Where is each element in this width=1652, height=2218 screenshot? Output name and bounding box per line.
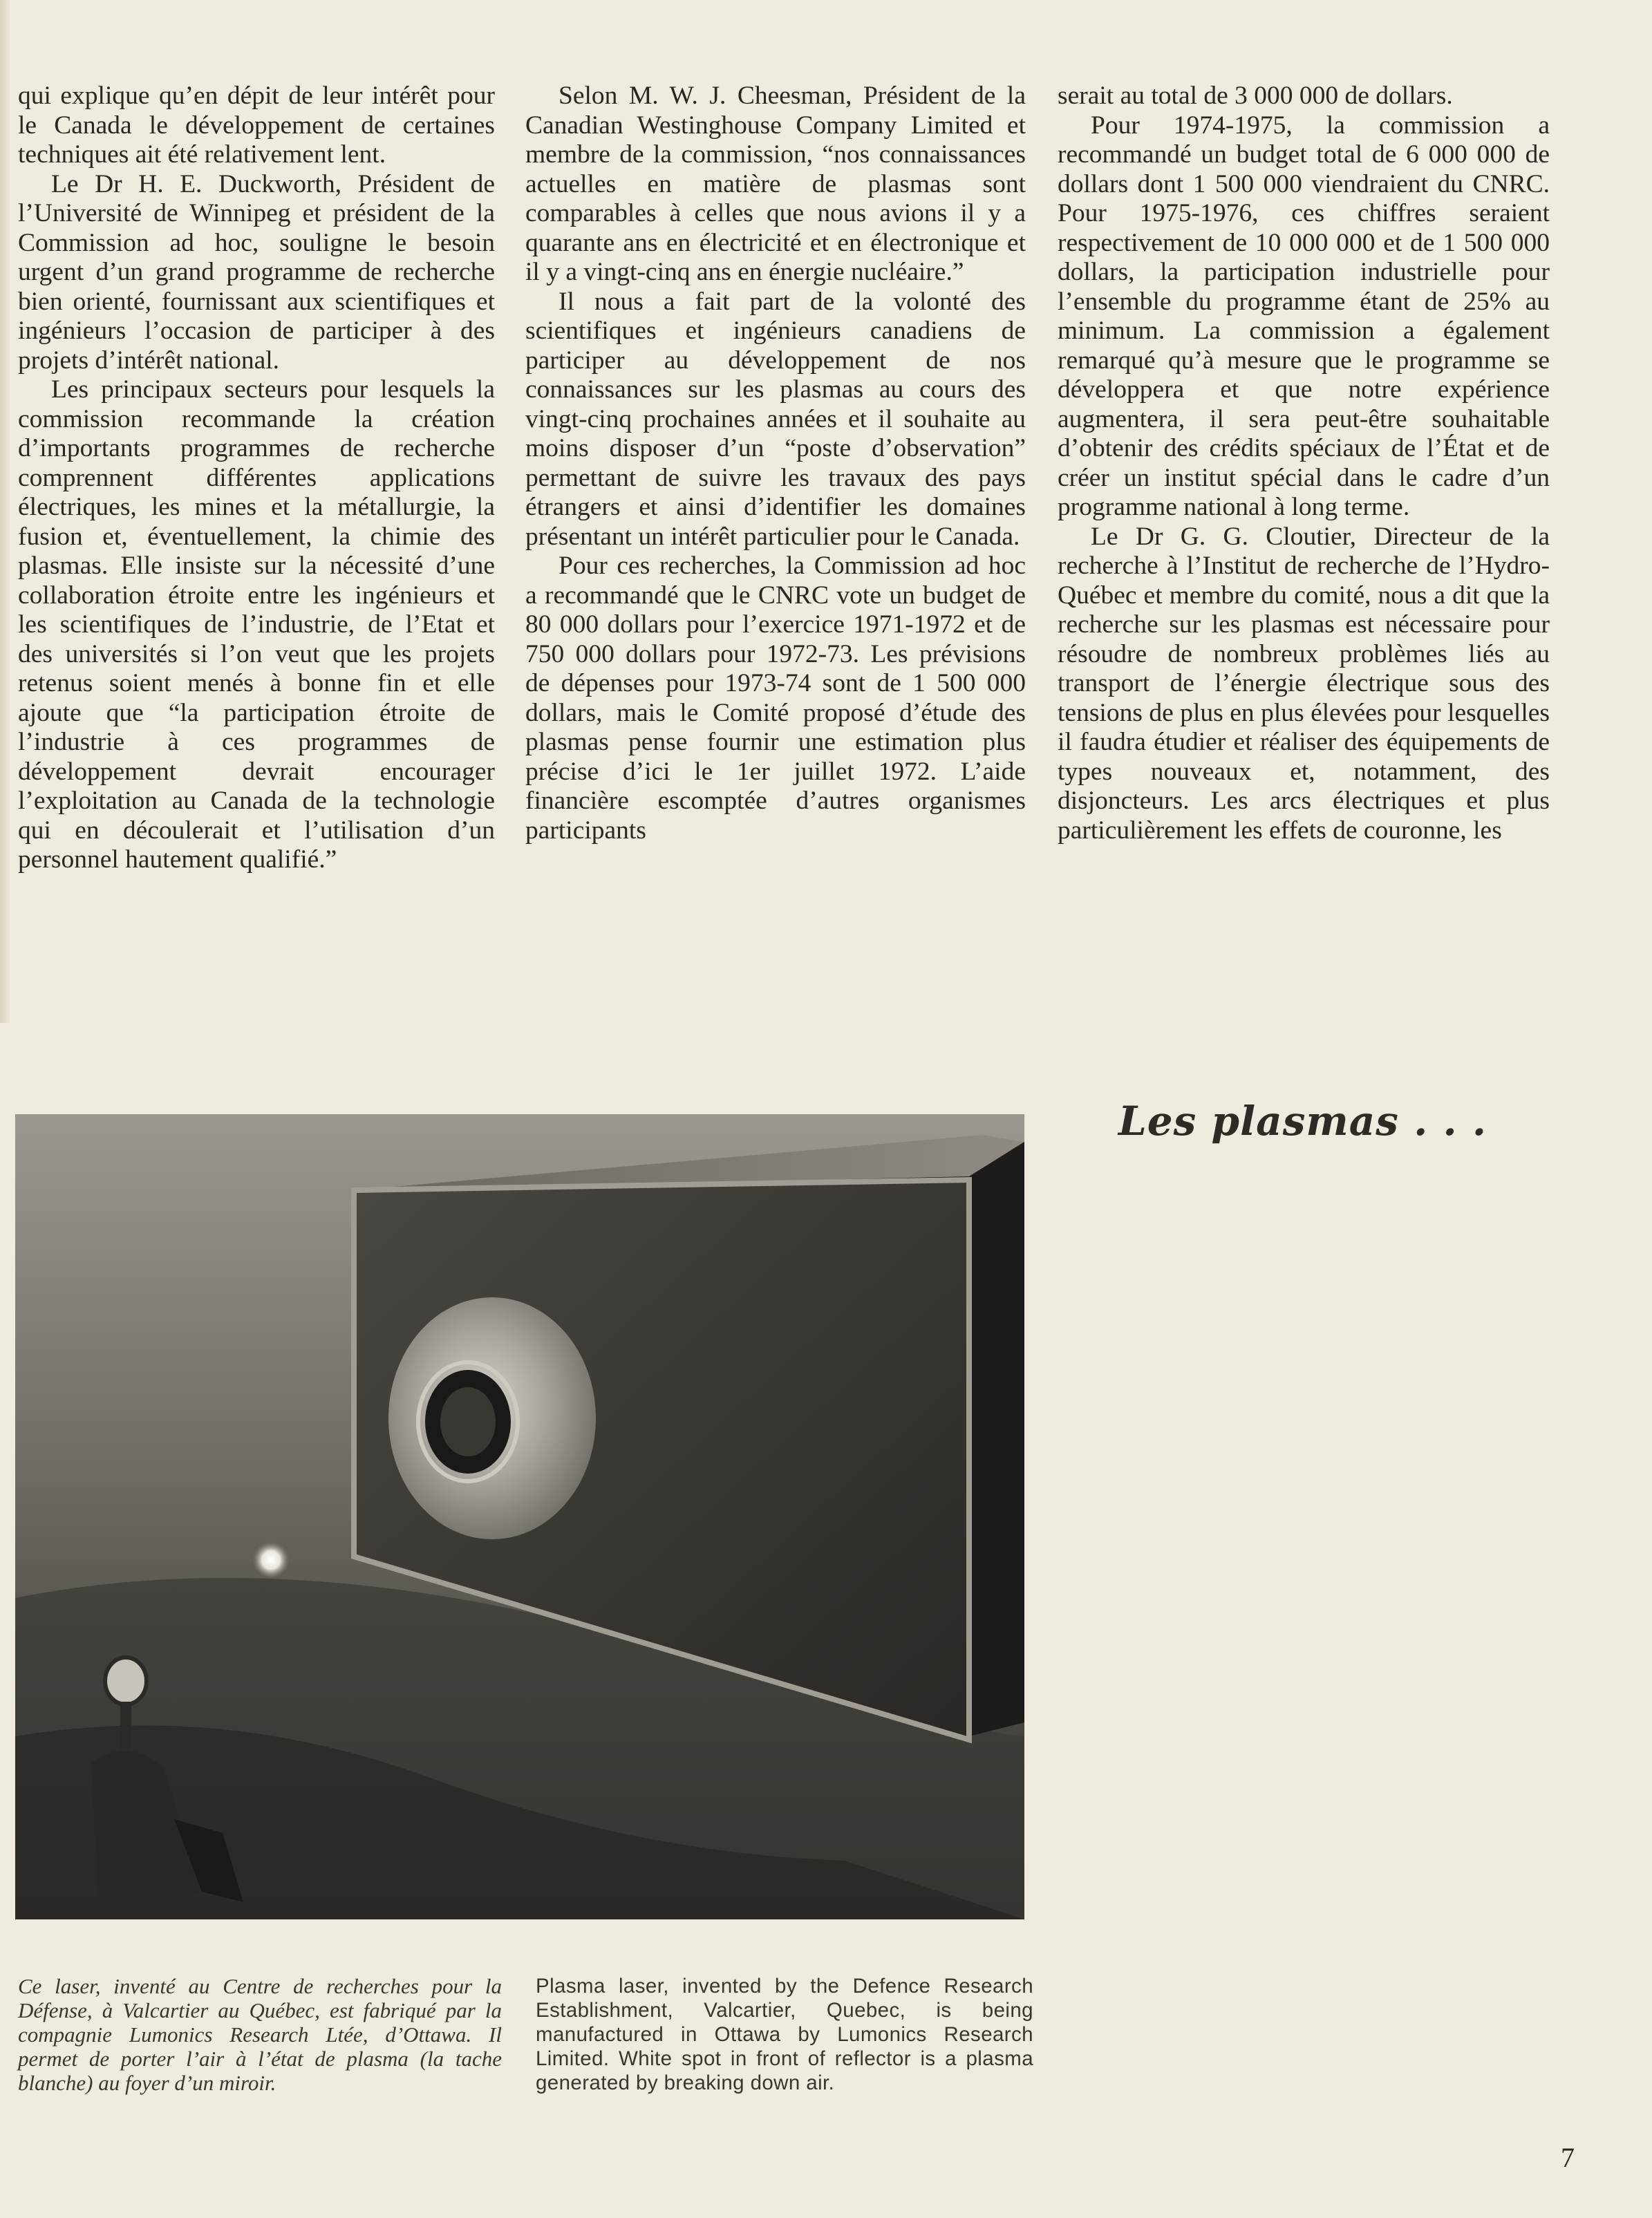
article-column-3 — [1058, 82, 1550, 845]
paragraph: Selon M. W. J. Cheesman, Président de la Canadian Westinghouse Company Limited et membre de la commission, “nos connaissances actuelles en matière de plasmas sont comparables à celles que nous avions il y a quarante ans en électricité et en électronique et il y a vingt-cinq ans en énergie nucléaire.” — [525, 82, 1026, 286]
section-headline: Les plasmas . . . — [1118, 1098, 1487, 1145]
article-column-1 — [18, 82, 495, 875]
paragraph: Pour 1974-1975, la commission a recommandé un budget total de 6 000 000 de dollars dont 1 500 000 viendraient du CNRC. Pour 1975-1976, ces chiffres seraient respectivement de 10 000 000 et de 1 500 000 dollars, la participation industrielle pour l’ensemble du programme étant de 25% au minimum. La commission a également remarqué qu’à mesure que le programme se développera et que notre expérience augmentera, il sera peut-être souhaitable d’obtenir des crédits spéciaux de l’État et de créer un institut spécial dans le cadre d’un programme national à long terme. — [1058, 111, 1550, 521]
caption-english: Plasma laser, invented by the Defence Research Establishment, Valcartier, Quebec, is being manufactured in Ottawa by Lumonics Research Limited. White spot in front of reflector is a plasma generated by breaking down air. — [536, 1975, 1033, 2094]
laser-photograph — [15, 1114, 1024, 1919]
paragraph: Pour ces recherches, la Commission ad hoc a recommandé que le CNRC vote un budget de 80 000 dollars pour l’exercice 1971-1972 et de 750 000 dollars pour 1972-73. Les prévisions de dépenses pour 1973-74 sont de 1 500 000 dollars, mais le Comité proposé d’étude des plasmas pense fournir une estimation plus précise d’ici le 1er juillet 1972. L’aide financière escomptée d’autres organismes participants — [525, 552, 1026, 845]
paragraph: Le Dr G. G. Cloutier, Directeur de la recherche à l’Institut de recherche de l’Hydro-Québec et membre du comité, nous a dit que la recherche sur les plasmas est nécessaire pour résoudre de nombreux problèmes liés au transport de l’énergie électrique sous des tensions de plus en plus élevées pour lesquelles il faudra étudier et réaliser des équipements de types nouveaux et, notamment, des disjoncteurs. Les arcs électriques et plus particulièrement les effets de couronne, les — [1058, 522, 1550, 845]
paragraph: serait au total de 3 000 000 de dollars. — [1058, 82, 1453, 110]
page-number: 7 — [1561, 2142, 1575, 2173]
caption-french: Ce laser, inventé au Centre de recherches pour la Défense, à Valcartier au Québec, est fabriqué par la compagnie Lumonics Research Ltée, d’Ottawa. Il permet de porter l’air à l’état de plasma (la tache blanche) au foyer d’un miroir. — [18, 1974, 502, 2095]
binding-edge — [0, 0, 10, 1023]
paragraph: qui explique qu’en dépit de leur intérêt pour le Canada le développement de certaines techniques ait été relativement lent. — [18, 82, 495, 169]
article-column-2 — [525, 82, 1026, 845]
paragraph: Le Dr H. E. Duckworth, Président de l’Université de Winnipeg et président de la Commission ad hoc, souligne le besoin urgent d’un grand programme de recherche bien orienté, fournissant aux scientifiques et ingénieurs l’occasion de participer à des projets d’intérêt national. — [18, 169, 495, 375]
paragraph: Les principaux secteurs pour lesquels la commission recommande la création d’importants programmes de recherche comprennent différentes applications électriques, les mines et la métallurgie, la fusion et, éventuellement, la chimie des plasmas. Elle insiste sur la nécessité d’une collaboration étroite entre les ingénieurs et les scientifiques de l’industrie, de l’Etat et des universités si l’on veut que les projets retenus soient menés à bonne fin et elle ajoute que “la participation étroite de l’industrie à ces programmes de développement devrait encourager l’exploitation au Canada de la technologie qui en découlerait et l’utilisation d’un personnel hautement qualifié.” — [18, 375, 495, 874]
paragraph: Il nous a fait part de la volonté des scientifiques et ingénieurs canadiens de participer au développement de nos connaissances sur les plasmas au cours des vingt-cinq prochaines années et il souhaite au moins disposer d’un “poste d’observation” permettant de suivre les travaux des pays étrangers et ainsi d’identifier les domaines présentant un intérêt particulier pour le Canada. — [525, 287, 1026, 551]
